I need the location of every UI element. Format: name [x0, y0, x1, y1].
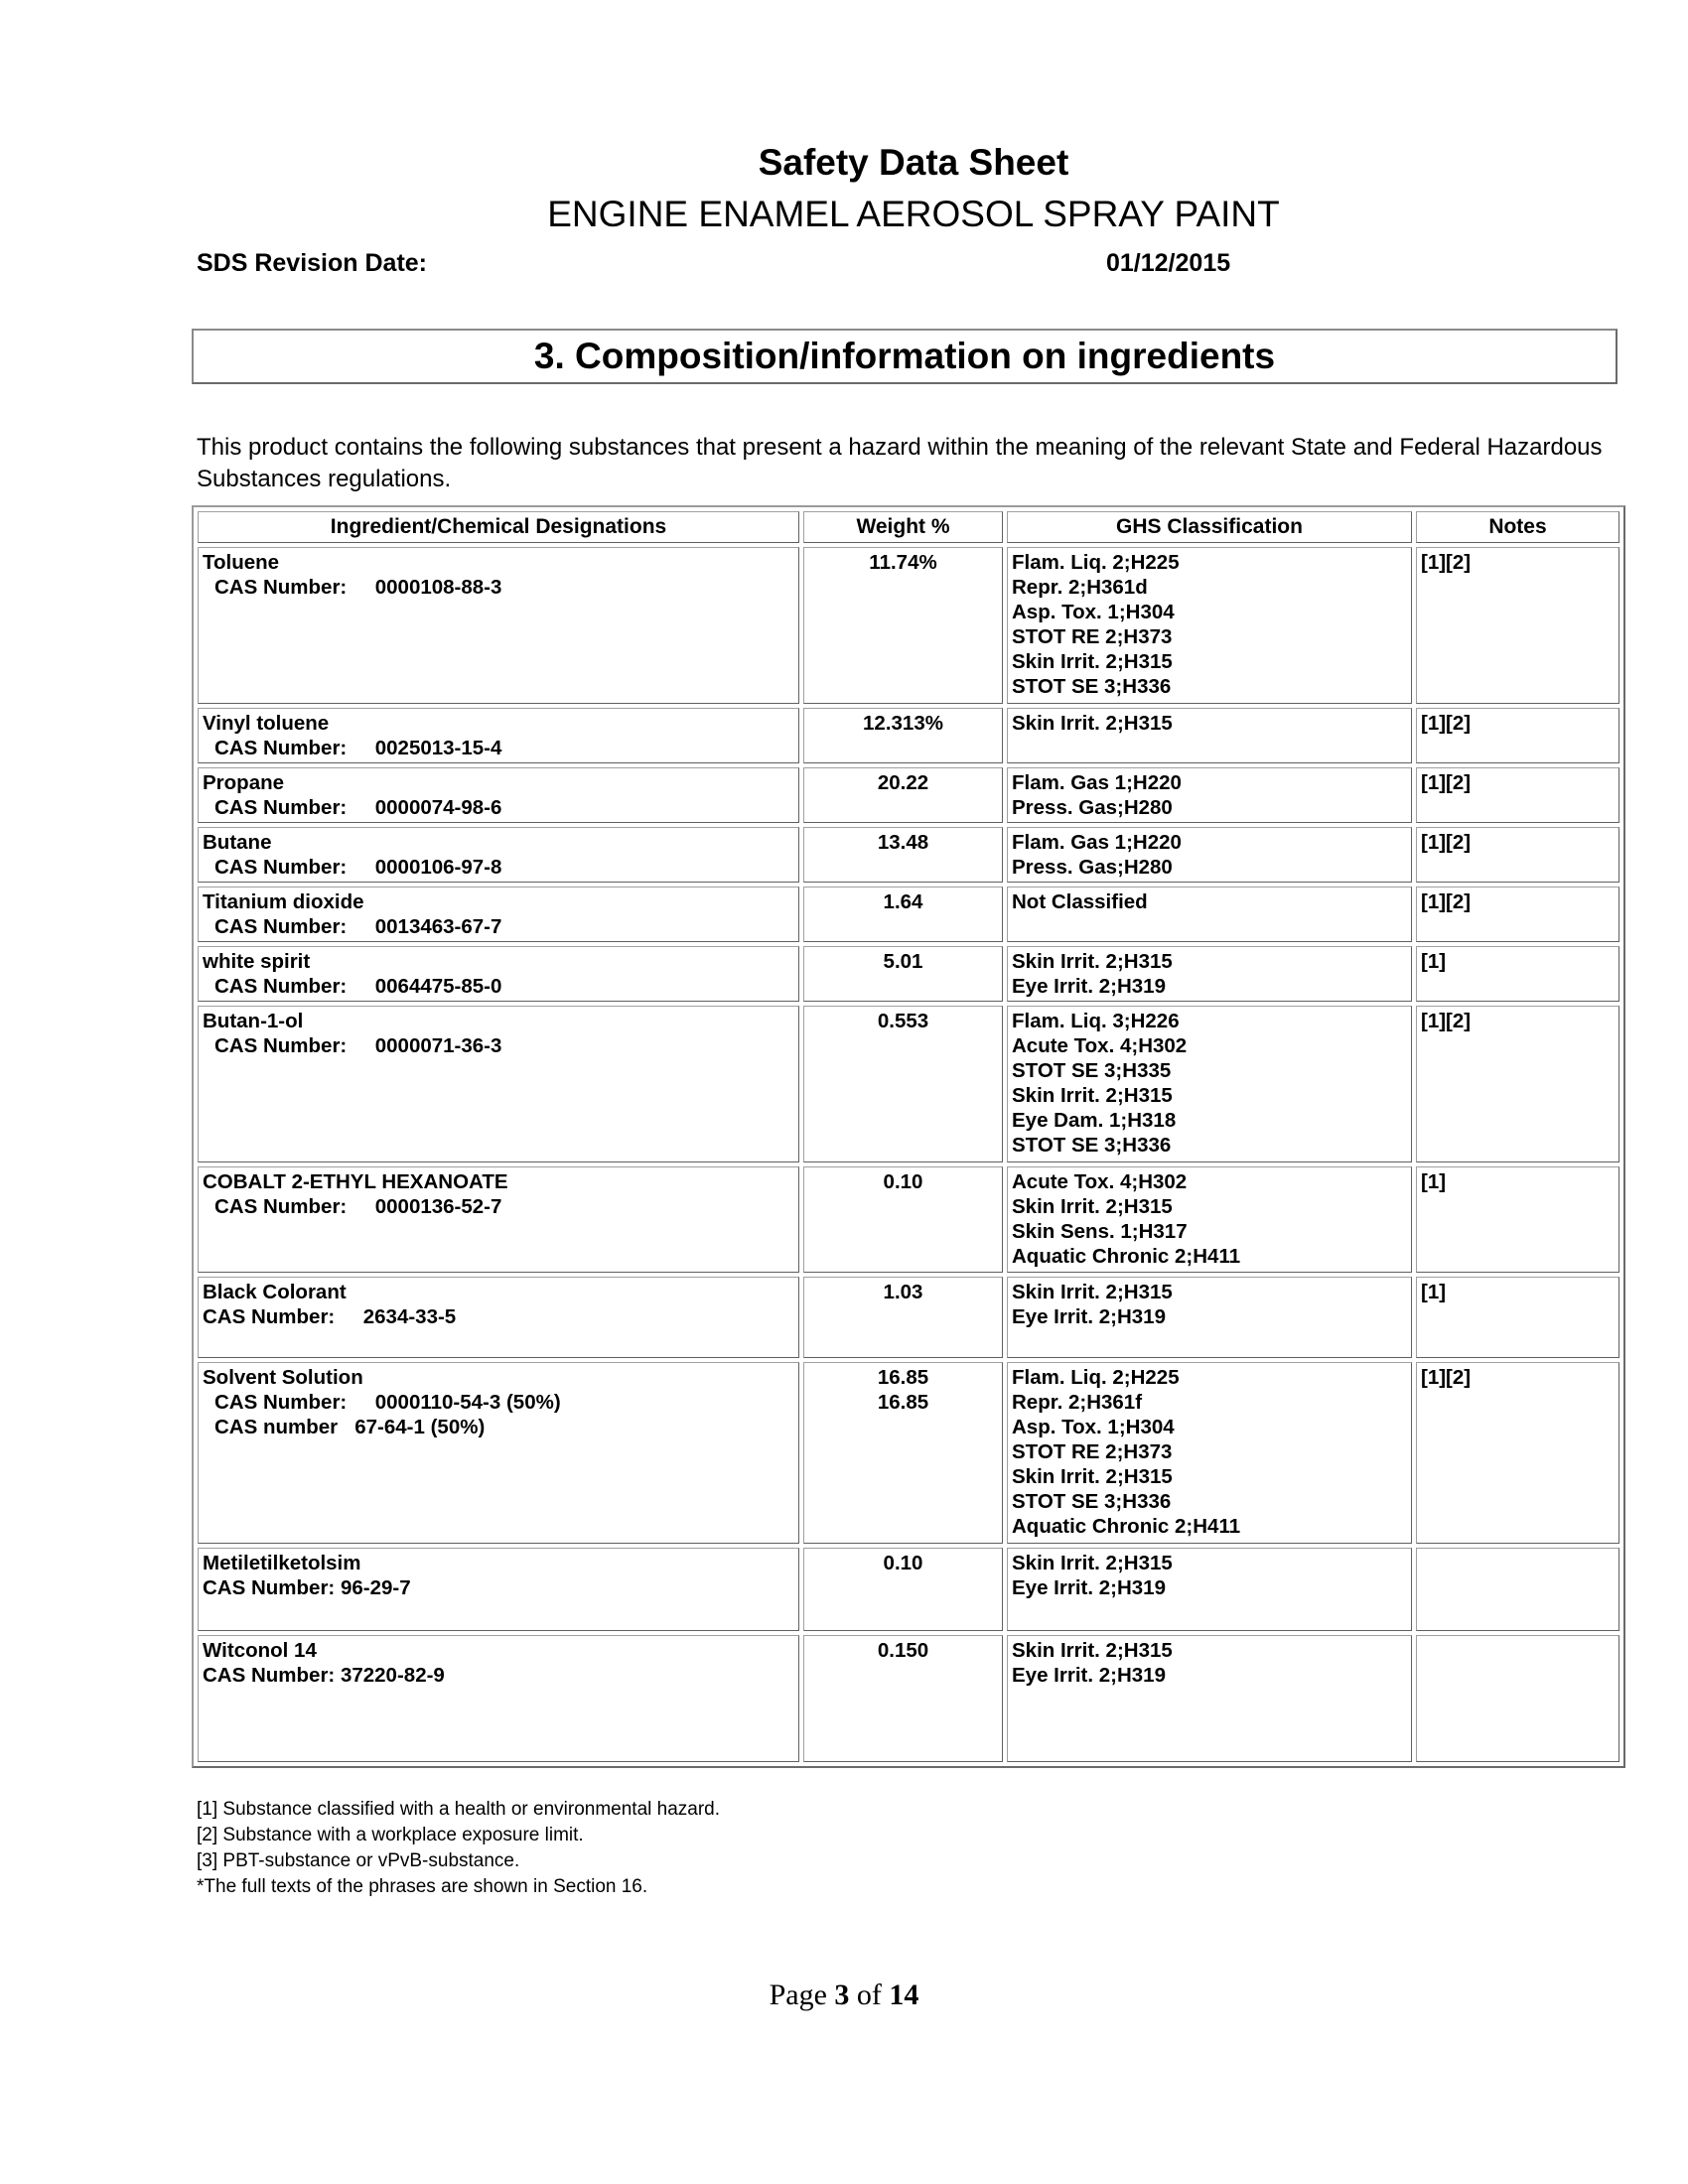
- ghs-classification: Aquatic Chronic 2;H411: [1012, 1245, 1241, 1268]
- ingredient-name: Titanium dioxide: [203, 890, 364, 913]
- weight-value: 11.74%: [869, 551, 937, 574]
- weight-cell: [803, 708, 1003, 763]
- weight-value: 1.03: [883, 1281, 923, 1303]
- table-header-row: [198, 511, 1619, 543]
- cas-number: CAS Number: 0025013-15-4: [214, 737, 502, 759]
- column-header-weight: Weight %: [803, 511, 1003, 543]
- notes-cell: [1][2]: [1416, 1362, 1619, 1544]
- ingredient-name: Toluene: [203, 551, 280, 574]
- ingredient-name: Witconol 14: [203, 1639, 317, 1662]
- weight-cell: [803, 1635, 1003, 1762]
- column-header-ingredient: Ingredient/Chemical Designations: [198, 511, 799, 543]
- cas-number: CAS Number: 0000106-97-8: [214, 856, 502, 879]
- classification-cell: [1007, 1635, 1412, 1762]
- table-row: [198, 767, 1619, 823]
- ingredient-name: Solvent Solution: [203, 1366, 363, 1389]
- document-title: Safety Data Sheet: [758, 142, 1069, 183]
- footnotes: [197, 1797, 720, 1900]
- notes-cell: [1][2]: [1416, 708, 1619, 763]
- ghs-classification: Skin Sens. 1;H317: [1012, 1220, 1188, 1243]
- notes-cell: [1]: [1416, 1277, 1619, 1358]
- ingredient-name: Metiletilketolsim: [203, 1552, 361, 1574]
- ingredient-cell: [198, 1362, 799, 1544]
- weight-cell: [803, 827, 1003, 883]
- ghs-classification: Acute Tox. 4;H302: [1012, 1034, 1188, 1057]
- weight-value: 12.313%: [863, 712, 943, 735]
- weight-value: 0.553: [877, 1010, 929, 1032]
- ghs-classification: Skin Irrit. 2;H315: [1012, 1639, 1173, 1662]
- weight-value: 20.22: [877, 771, 929, 794]
- ghs-classification: Asp. Tox. 1;H304: [1012, 1416, 1175, 1438]
- classification-cell: [1007, 1277, 1412, 1358]
- section-header: [192, 329, 1618, 384]
- notes-cell: [1416, 1548, 1619, 1631]
- classification-cell: [1007, 1362, 1412, 1544]
- ghs-classification: Eye Irrit. 2;H319: [1012, 975, 1166, 998]
- notes-cell: [1]: [1416, 946, 1619, 1002]
- ghs-classification: STOT RE 2;H373: [1012, 1440, 1173, 1463]
- ghs-classification: Not Classified: [1012, 890, 1148, 913]
- ghs-classification: Eye Irrit. 2;H319: [1012, 1576, 1166, 1599]
- product-name: ENGINE ENAMEL AEROSOL SPRAY PAINT: [547, 194, 1280, 234]
- ghs-classification: Repr. 2;H361d: [1012, 576, 1148, 599]
- column-header-classification: GHS Classification: [1007, 511, 1412, 543]
- revision-date-value: 01/12/2015: [1106, 249, 1231, 277]
- ingredient-name: COBALT 2-ETHYL HEXANOATE: [203, 1170, 508, 1193]
- column-header-notes: Notes: [1416, 511, 1619, 543]
- page-of: of: [856, 1979, 882, 2011]
- classification-cell: [1007, 827, 1412, 883]
- ghs-classification: Flam. Liq. 3;H226: [1012, 1010, 1180, 1032]
- table-row: [198, 1277, 1619, 1358]
- ingredient-cell: [198, 1277, 799, 1358]
- table-row: [198, 827, 1619, 883]
- ingredient-name: white spirit: [203, 950, 311, 973]
- ghs-classification: STOT SE 3;H336: [1012, 1134, 1172, 1157]
- ghs-classification: Eye Irrit. 2;H319: [1012, 1305, 1166, 1328]
- classification-cell: [1007, 1548, 1412, 1631]
- page-total: 14: [889, 1979, 919, 2011]
- ghs-classification: Skin Irrit. 2;H315: [1012, 1465, 1173, 1488]
- ingredient-name: Butan-1-ol: [203, 1010, 304, 1032]
- classification-cell: [1007, 708, 1412, 763]
- cas-number: CAS Number: 0000071-36-3: [214, 1034, 502, 1057]
- table-row: [198, 1362, 1619, 1544]
- weight-cell: [803, 887, 1003, 942]
- ingredient-cell: [198, 1635, 799, 1762]
- table-row: [198, 547, 1619, 704]
- notes-cell: [1][2]: [1416, 767, 1619, 823]
- weight-value: 13.48: [877, 831, 929, 854]
- revision-date-label: SDS Revision Date:: [197, 249, 428, 277]
- ghs-classification: STOT SE 3;H336: [1012, 675, 1172, 698]
- ingredient-name: Propane: [203, 771, 285, 794]
- cas-number: CAS Number: 0000074-98-6: [214, 796, 502, 819]
- classification-cell: [1007, 1006, 1412, 1162]
- page-prefix: Page: [769, 1979, 827, 2011]
- ingredients-table: [192, 505, 1625, 1768]
- weight-value: 0.150: [877, 1639, 929, 1662]
- intro-paragraph: This product contains the following substances that present a hazard within the meaning of the relevant State and Federal Hazardous Substances regulations.: [197, 434, 1603, 492]
- table-body: [198, 547, 1619, 1762]
- ghs-classification: Skin Irrit. 2;H315: [1012, 1552, 1173, 1574]
- weight-cell: [803, 1548, 1003, 1631]
- ingredient-cell: [198, 767, 799, 823]
- ingredient-cell: [198, 827, 799, 883]
- ghs-classification: Skin Irrit. 2;H315: [1012, 712, 1173, 735]
- notes-cell: [1][2]: [1416, 1006, 1619, 1162]
- ghs-classification: Aquatic Chronic 2;H411: [1012, 1515, 1241, 1538]
- notes-cell: [1][2]: [1416, 887, 1619, 942]
- cas-number: CAS Number: 0000108-88-3: [214, 576, 502, 599]
- classification-cell: [1007, 887, 1412, 942]
- ingredient-name: Vinyl toluene: [203, 712, 330, 735]
- ghs-classification: Skin Irrit. 2;H315: [1012, 1084, 1173, 1107]
- classification-cell: [1007, 767, 1412, 823]
- ghs-classification: STOT SE 3;H335: [1012, 1059, 1172, 1082]
- weight-value: 0.10: [883, 1170, 923, 1193]
- ghs-classification: STOT SE 3;H336: [1012, 1490, 1172, 1513]
- ghs-classification: Eye Dam. 1;H318: [1012, 1109, 1177, 1132]
- ghs-classification: Asp. Tox. 1;H304: [1012, 601, 1175, 623]
- weight-cell: [803, 1277, 1003, 1358]
- notes-cell: [1]: [1416, 1166, 1619, 1273]
- classification-cell: [1007, 547, 1412, 704]
- table-row: [198, 1548, 1619, 1631]
- ghs-classification: Skin Irrit. 2;H315: [1012, 1281, 1173, 1303]
- footnote: *The full texts of the phrases are shown in Section 16.: [197, 1876, 648, 1897]
- ghs-classification: Press. Gas;H280: [1012, 856, 1173, 879]
- ghs-classification: Flam. Gas 1;H220: [1012, 831, 1182, 854]
- footnote: [1] Substance classified with a health or environmental hazard.: [197, 1799, 721, 1820]
- ingredient-name: Butane: [203, 831, 272, 854]
- ingredient-cell: [198, 946, 799, 1002]
- weight-value: 16.85: [877, 1366, 929, 1389]
- weight-cell: [803, 1362, 1003, 1544]
- ghs-classification: Skin Irrit. 2;H315: [1012, 650, 1173, 673]
- ghs-classification: Press. Gas;H280: [1012, 796, 1173, 819]
- weight-value: 16.85: [877, 1391, 929, 1414]
- weight-cell: [803, 1166, 1003, 1273]
- page-current: 3: [834, 1979, 850, 2011]
- ingredient-cell: [198, 1548, 799, 1631]
- ingredient-cell: [198, 887, 799, 942]
- classification-cell: [1007, 1166, 1412, 1273]
- ghs-classification: Flam. Liq. 2;H225: [1012, 1366, 1180, 1389]
- cas-number: CAS Number: 0000110-54-3 (50%): [214, 1391, 561, 1414]
- cas-number: CAS Number: 37220-82-9: [203, 1664, 445, 1687]
- section-title: 3. Composition/information on ingredients: [533, 336, 1276, 376]
- weight-value: 0.10: [883, 1552, 923, 1574]
- notes-cell: [1][2]: [1416, 547, 1619, 704]
- weight-cell: [803, 1006, 1003, 1162]
- ingredient-name: Black Colorant: [203, 1281, 347, 1303]
- ghs-classification: Eye Irrit. 2;H319: [1012, 1664, 1166, 1687]
- ingredient-cell: [198, 1006, 799, 1162]
- table-row: [198, 1166, 1619, 1273]
- ghs-classification: Flam. Gas 1;H220: [1012, 771, 1182, 794]
- weight-value: 1.64: [883, 890, 923, 913]
- ghs-classification: Acute Tox. 4;H302: [1012, 1170, 1188, 1193]
- ghs-classification: Flam. Liq. 2;H225: [1012, 551, 1180, 574]
- ghs-classification: Skin Irrit. 2;H315: [1012, 1195, 1173, 1218]
- cas-number: CAS Number: 2634-33-5: [203, 1305, 457, 1328]
- ingredient-cell: [198, 1166, 799, 1273]
- table-row: [198, 946, 1619, 1002]
- cas-number: CAS Number: 0013463-67-7: [214, 915, 502, 938]
- footnote: [2] Substance with a workplace exposure limit.: [197, 1825, 584, 1845]
- cas-number: CAS Number: 0000136-52-7: [214, 1195, 502, 1218]
- weight-cell: [803, 767, 1003, 823]
- footnote: [3] PBT-substance or vPvB-substance.: [197, 1850, 520, 1871]
- page-number: [0, 1979, 1688, 2012]
- classification-cell: [1007, 946, 1412, 1002]
- cas-number: CAS Number: 0064475-85-0: [214, 975, 502, 998]
- notes-cell: [1416, 1635, 1619, 1762]
- cas-number: CAS number 67-64-1 (50%): [214, 1416, 486, 1438]
- cas-number: CAS Number: 96-29-7: [203, 1576, 411, 1599]
- ingredient-cell: [198, 547, 799, 704]
- ingredient-cell: [198, 708, 799, 763]
- table-row: [198, 887, 1619, 942]
- weight-cell: [803, 946, 1003, 1002]
- notes-cell: [1][2]: [1416, 827, 1619, 883]
- weight-value: 5.01: [883, 950, 923, 973]
- ghs-classification: Repr. 2;H361f: [1012, 1391, 1143, 1414]
- weight-cell: [803, 547, 1003, 704]
- table-row: [198, 1006, 1619, 1162]
- table-row: [198, 1635, 1619, 1762]
- ghs-classification: Skin Irrit. 2;H315: [1012, 950, 1173, 973]
- ghs-classification: STOT RE 2;H373: [1012, 625, 1173, 648]
- table-row: [198, 708, 1619, 763]
